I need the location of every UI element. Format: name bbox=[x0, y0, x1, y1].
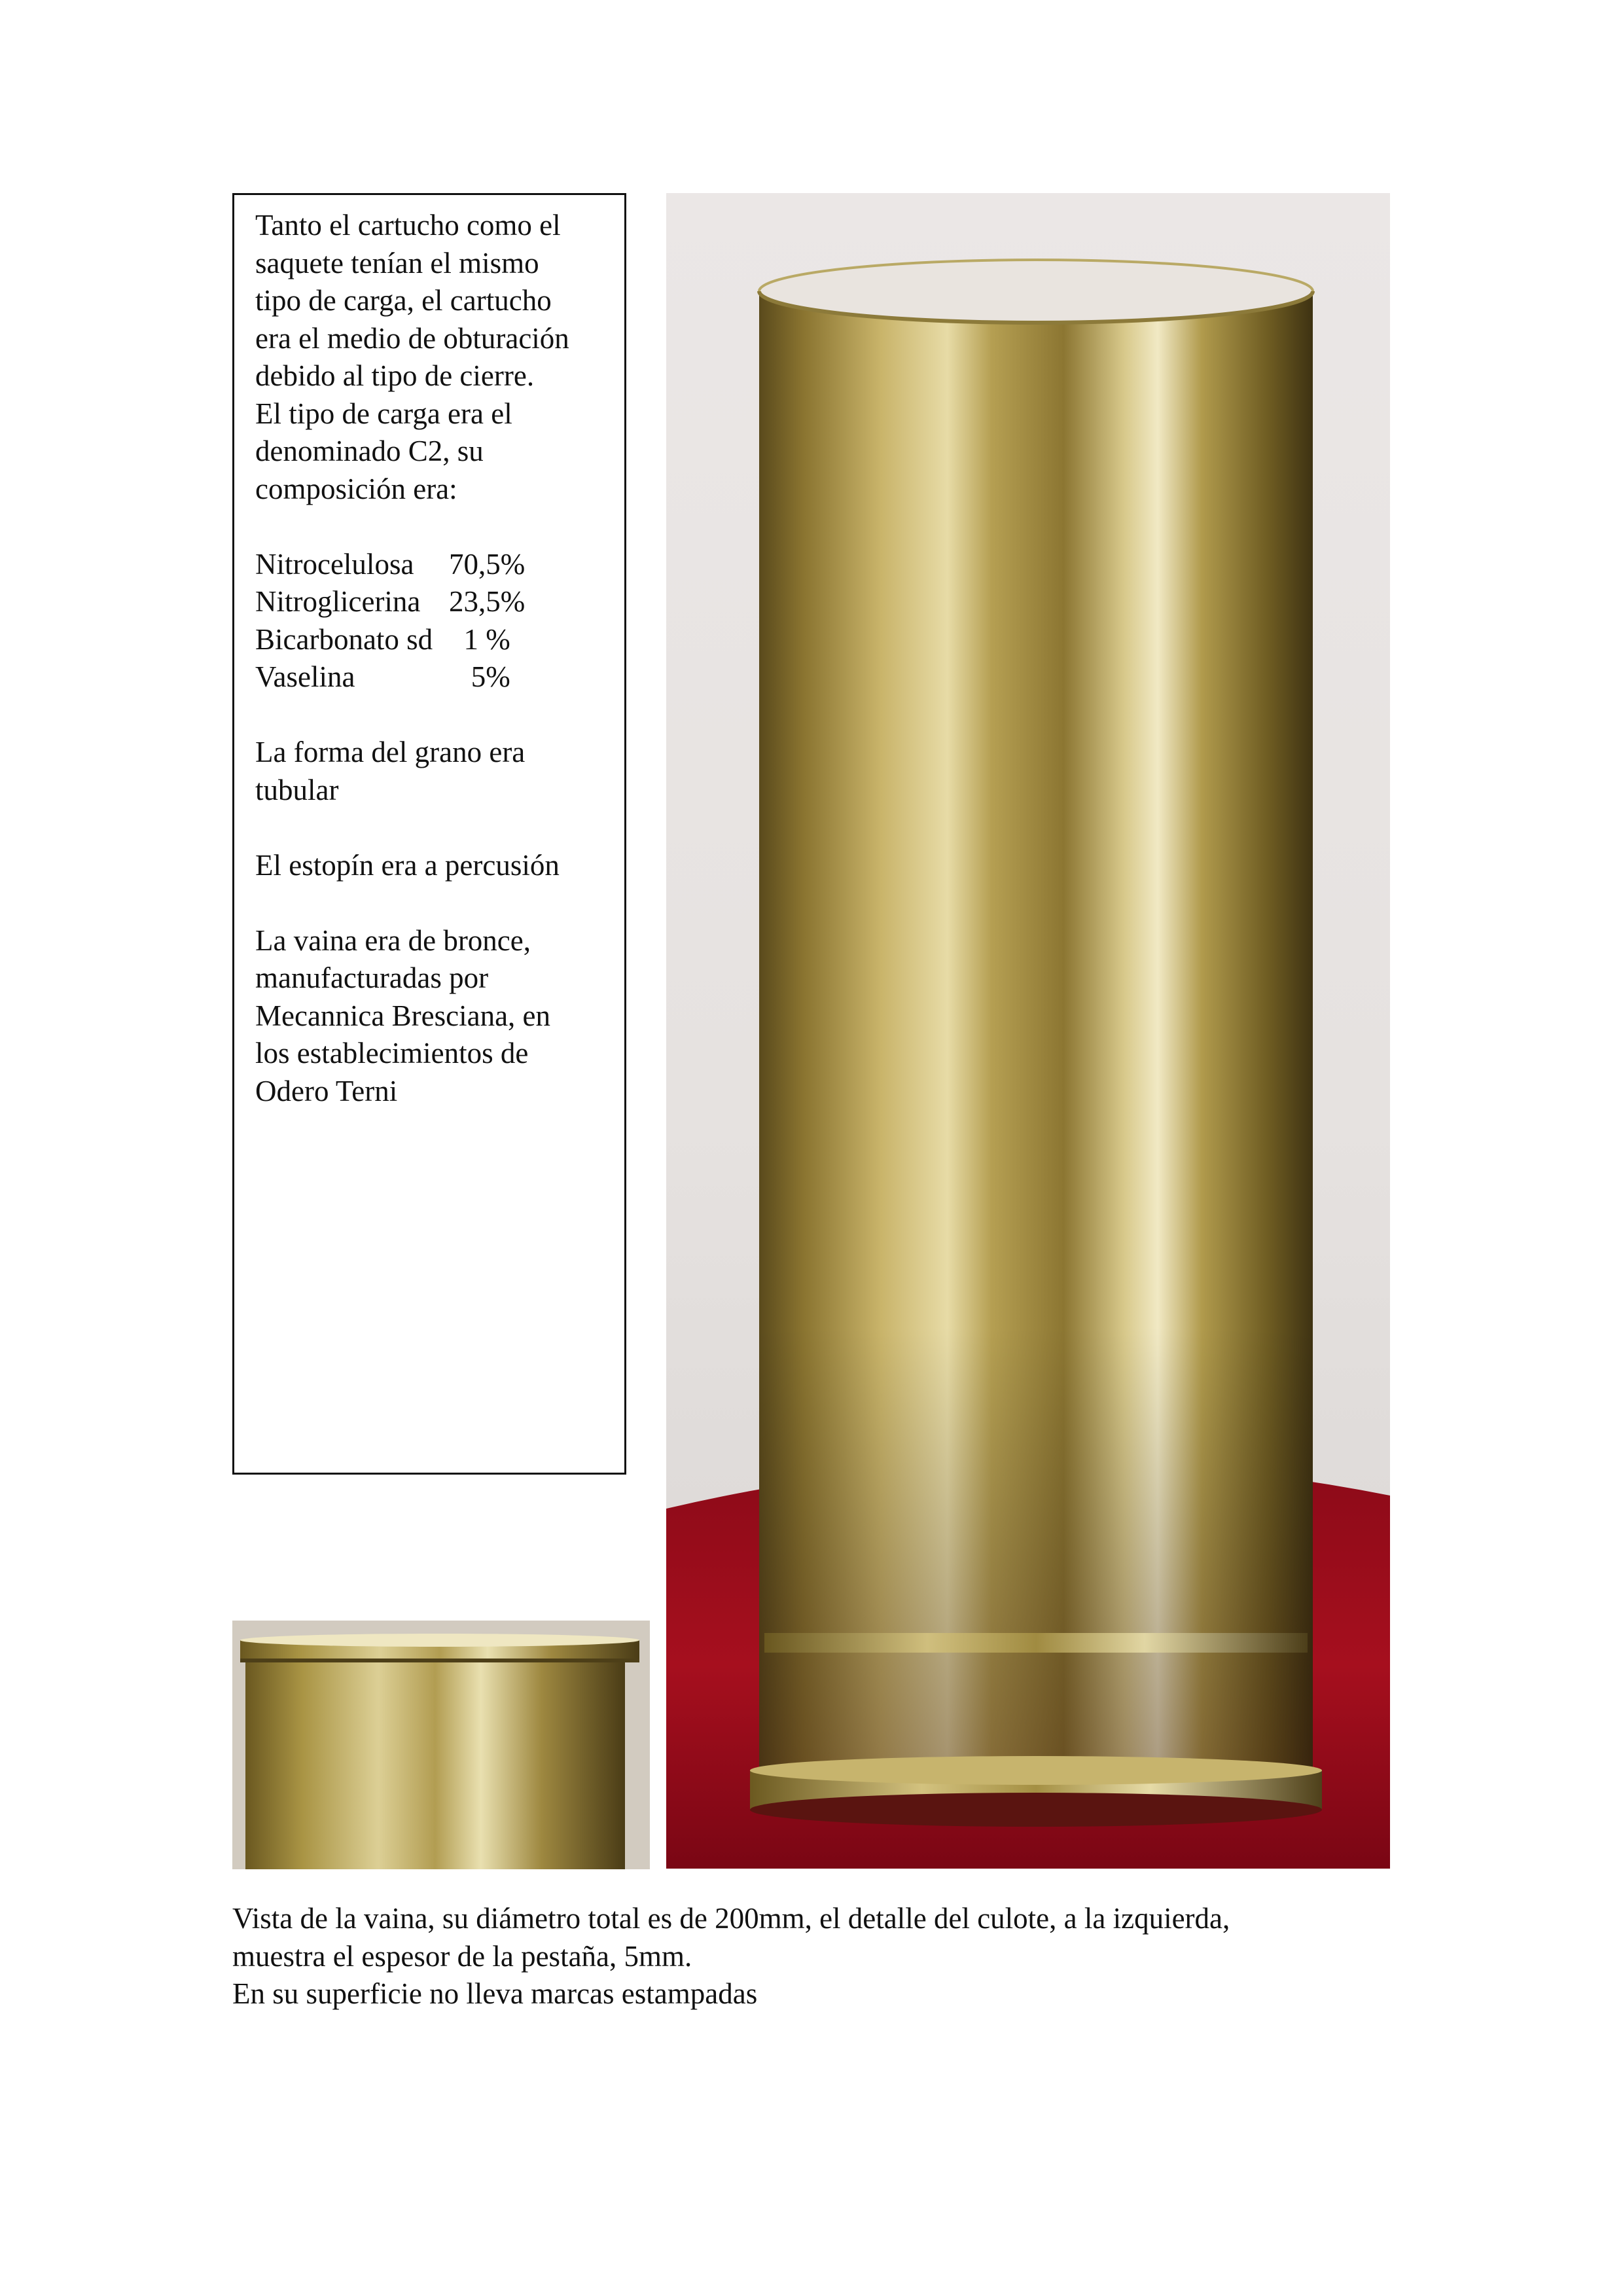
intro-line: El tipo de carga era el bbox=[255, 397, 512, 430]
component-name: Bicarbonato sd bbox=[255, 622, 433, 656]
grain-line: tubular bbox=[255, 773, 339, 806]
flange-detail-photo bbox=[232, 1621, 650, 1869]
component-value: 5% bbox=[449, 660, 510, 693]
component-name: Vaselina bbox=[255, 660, 355, 693]
caption-line: muestra el espesor de la pestaña, 5mm. bbox=[232, 1939, 692, 1973]
intro-line: composición era: bbox=[255, 472, 457, 505]
case-line: Mecannica Bresciana, en bbox=[255, 999, 551, 1032]
component-value: 70,5% bbox=[449, 547, 526, 581]
intro-line: saquete tenían el mismo bbox=[255, 246, 539, 279]
caption-line: Vista de la vaina, su diámetro total es de 200mm, el detalle del culote, a la izquierda, bbox=[232, 1902, 1230, 1935]
case-line: Odero Terni bbox=[255, 1074, 398, 1107]
primer-line: El estopín era a percusión bbox=[255, 848, 560, 882]
component-name: Nitrocelulosa bbox=[255, 547, 414, 581]
component-name: Nitroglicerina bbox=[255, 585, 421, 618]
composition-row bbox=[255, 658, 611, 696]
composition-row bbox=[255, 583, 611, 621]
component-value: 1 % bbox=[449, 622, 510, 656]
shell-case-photo bbox=[666, 193, 1390, 1869]
composition-row bbox=[255, 621, 611, 659]
intro-line: era el medio de obturación bbox=[255, 321, 569, 355]
description-textbox bbox=[232, 193, 626, 1475]
case-line: los establecimientos de bbox=[255, 1037, 529, 1069]
composition-row bbox=[255, 546, 611, 584]
intro-line: debido al tipo de cierre. bbox=[255, 359, 535, 392]
caption bbox=[232, 1900, 1476, 2013]
grain-line: La forma del grano era bbox=[255, 736, 526, 768]
caption-line: En su superficie no lleva marcas estampadas bbox=[232, 1977, 758, 2010]
component-value: 23,5% bbox=[449, 585, 526, 618]
case-line: manufacturadas por bbox=[255, 961, 489, 994]
intro-line: Tanto el cartucho como el bbox=[255, 209, 561, 242]
intro-line: tipo de carga, el cartucho bbox=[255, 284, 552, 317]
case-line: La vaina era de bronce, bbox=[255, 924, 531, 957]
intro-line: denominado C2, su bbox=[255, 435, 484, 467]
